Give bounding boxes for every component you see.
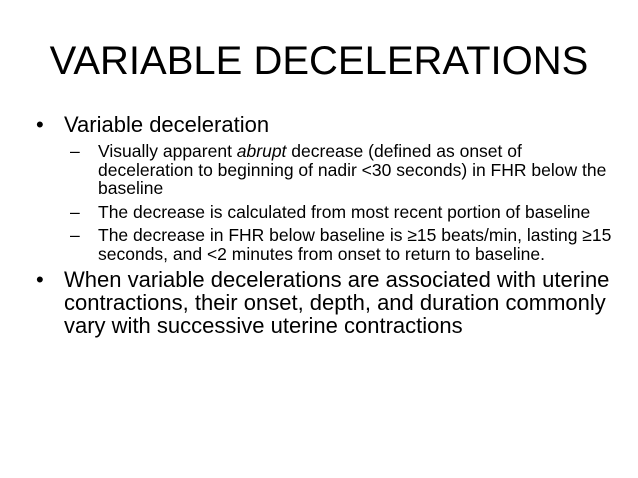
bullet-marker: •: [36, 112, 44, 137]
bullet-item-variable-deceleration: [36, 113, 616, 263]
sub-bullet-text-end: decrease (defined as onset of deceleration to beginning of nadir <30 seconds) in FHR below the baseline: [98, 141, 607, 198]
bullet-item-uterine-contractions: [36, 268, 616, 337]
dash-marker: –: [70, 141, 80, 161]
bullet-list: [36, 113, 616, 337]
sub-bullet-text: The decrease is calculated from most recent portion of baseline: [98, 201, 591, 222]
sub-bullet-emphasis: abrupt: [236, 141, 287, 161]
sub-bullet-list: [70, 142, 616, 263]
bullet-text: When variable decelerations are associated with uterine contractions, their onset, depth, and duration commonly vary with successive uterine contractions: [64, 267, 610, 338]
dash-marker: –: [70, 225, 80, 245]
sub-bullet-item-abrupt-decrease: [70, 142, 616, 198]
sub-bullet-text: The decrease in FHR below baseline is ≥15 beats/min, lasting ≥15 seconds, and <2 minutes from onset to return to baseline.: [98, 225, 612, 264]
dash-marker: –: [70, 201, 80, 222]
bullet-marker: •: [36, 267, 44, 292]
sub-bullet-item-calculated: [70, 203, 616, 222]
sub-bullet-text-start: Visually apparent: [98, 141, 237, 161]
sub-bullet-item-threshold: [70, 226, 616, 263]
bullet-text: Variable deceleration: [64, 112, 270, 137]
slide-title: VARIABLE DECELERATIONS: [49, 39, 589, 83]
